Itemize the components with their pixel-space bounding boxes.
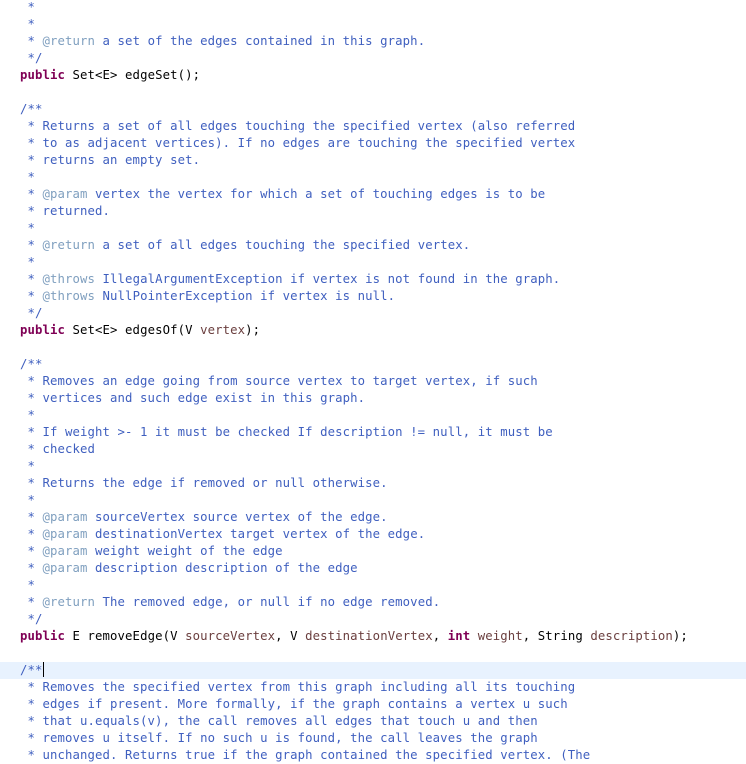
code-line[interactable] xyxy=(20,560,746,577)
comment-text: * returned. xyxy=(20,204,111,218)
comment-text: */ xyxy=(20,306,43,320)
javadoc-tag: @param xyxy=(42,187,88,201)
comment-text: sourceVertex source vertex of the edge. xyxy=(87,510,388,524)
comment-text: NullPointerException if vertex is null. xyxy=(95,289,396,303)
javadoc-tag: @throws xyxy=(42,289,96,303)
code-line[interactable] xyxy=(20,407,746,424)
comment-text: * returns an empty set. xyxy=(20,153,201,167)
javadoc-tag: @param xyxy=(42,561,88,575)
comment-text: * Removes an edge going from source vertex to target vertex, if such xyxy=(20,374,538,388)
comment-text: * checked xyxy=(20,442,96,456)
comment-prefix: * xyxy=(20,187,43,201)
javadoc-tag: @return xyxy=(42,238,96,252)
javadoc-tag: @param xyxy=(42,544,88,558)
comment-text: * xyxy=(20,493,36,507)
text-cursor xyxy=(43,662,44,677)
code-line[interactable] xyxy=(20,441,746,458)
comment-text: */ xyxy=(20,51,43,65)
code-line[interactable] xyxy=(20,390,746,407)
code-line[interactable] xyxy=(20,305,746,322)
code-line[interactable] xyxy=(20,288,746,305)
comment-text: * xyxy=(20,17,36,31)
comment-prefix: * xyxy=(20,527,43,541)
code-token: , xyxy=(432,629,448,643)
code-line[interactable] xyxy=(20,169,746,186)
code-line[interactable] xyxy=(20,730,746,747)
code-line-current[interactable] xyxy=(0,662,746,679)
code-line[interactable] xyxy=(20,696,746,713)
comment-text: * xyxy=(20,170,36,184)
code-token: Set<E> edgeSet(); xyxy=(65,68,201,82)
code-token: ); xyxy=(245,323,261,337)
keyword-token: public xyxy=(20,68,66,82)
comment-text: IllegalArgumentException if vertex is not found in the graph. xyxy=(95,272,561,286)
javadoc-tag: @throws xyxy=(42,272,96,286)
comment-prefix: * xyxy=(20,544,43,558)
keyword-token: public xyxy=(20,629,66,643)
code-line[interactable] xyxy=(20,526,746,543)
comment-text: * xyxy=(20,578,36,592)
code-line[interactable] xyxy=(20,33,746,50)
code-line[interactable] xyxy=(20,577,746,594)
code-line[interactable] xyxy=(20,322,746,339)
comment-text: * xyxy=(20,459,36,473)
code-line[interactable] xyxy=(20,424,746,441)
code-line[interactable] xyxy=(20,135,746,152)
code-line[interactable] xyxy=(20,118,746,135)
comment-text: */ xyxy=(20,612,43,626)
comment-prefix: * xyxy=(20,238,43,252)
parameter-token: vertex xyxy=(200,323,246,337)
code-line[interactable] xyxy=(20,152,746,169)
code-line[interactable] xyxy=(20,67,746,84)
code-line[interactable] xyxy=(20,645,746,662)
javadoc-tag: @return xyxy=(42,595,96,609)
code-token: , V xyxy=(275,629,306,643)
code-line[interactable] xyxy=(20,628,746,645)
keyword-token: int xyxy=(447,629,471,643)
code-line[interactable] xyxy=(20,84,746,101)
comment-text: The removed edge, or null if no edge removed. xyxy=(95,595,441,609)
code-line[interactable] xyxy=(20,594,746,611)
comment-text: a set of all edges touching the specified vertex. xyxy=(95,238,471,252)
javadoc-tag: @param xyxy=(42,510,88,524)
code-line[interactable] xyxy=(20,220,746,237)
comment-text: /** xyxy=(20,357,43,371)
code-line[interactable] xyxy=(20,679,746,696)
code-line[interactable] xyxy=(20,543,746,560)
comment-text: * xyxy=(20,221,36,235)
code-line[interactable] xyxy=(20,356,746,373)
code-token: ); xyxy=(672,629,688,643)
code-line[interactable] xyxy=(20,747,746,764)
code-line[interactable] xyxy=(20,16,746,33)
code-line[interactable] xyxy=(20,373,746,390)
javadoc-tag: @return xyxy=(42,34,96,48)
javadoc-tag: @param xyxy=(42,527,88,541)
comment-prefix: * xyxy=(20,595,43,609)
code-line[interactable] xyxy=(20,203,746,220)
comment-text: * to as adjacent vertices). If no edges are touching the specified vertex xyxy=(20,136,576,150)
comment-text: /** xyxy=(20,663,43,677)
code-token xyxy=(470,629,478,643)
comment-text: * vertices and such edge exist in this graph. xyxy=(20,391,366,405)
code-line[interactable] xyxy=(20,271,746,288)
comment-text: destinationVertex target vertex of the edge. xyxy=(87,527,426,541)
comment-text: * Returns a set of all edges touching the specified vertex (also referred xyxy=(20,119,576,133)
code-line[interactable] xyxy=(20,339,746,356)
code-token: E removeEdge(V xyxy=(65,629,186,643)
comment-prefix: * xyxy=(20,510,43,524)
comment-prefix: * xyxy=(20,289,43,303)
code-line[interactable] xyxy=(20,101,746,118)
code-line[interactable] xyxy=(20,509,746,526)
code-line[interactable] xyxy=(20,611,746,628)
keyword-token: public xyxy=(20,323,66,337)
parameter-token: description xyxy=(590,629,673,643)
comment-text: * xyxy=(20,408,36,422)
code-token: , String xyxy=(522,629,591,643)
comment-text: a set of the edges contained in this graph. xyxy=(95,34,426,48)
parameter-token: sourceVertex xyxy=(185,629,276,643)
comment-prefix: * xyxy=(20,272,43,286)
comment-text: * that u.equals(v), the call removes all edges that touch u and then xyxy=(20,714,538,728)
code-line[interactable] xyxy=(20,254,746,271)
code-line[interactable] xyxy=(20,713,746,730)
comment-text: * xyxy=(20,255,36,269)
code-line[interactable] xyxy=(20,0,746,16)
code-line[interactable] xyxy=(20,492,746,509)
comment-text: * removes u itself. If no such u is found, the call leaves the graph xyxy=(20,731,538,745)
code-token: Set<E> edgesOf(V xyxy=(65,323,201,337)
comment-prefix: * xyxy=(20,34,43,48)
parameter-token: weight xyxy=(477,629,523,643)
code-line[interactable] xyxy=(20,186,746,203)
code-line[interactable] xyxy=(20,237,746,254)
comment-text: * Returns the edge if removed or null otherwise. xyxy=(20,476,388,490)
code-line[interactable] xyxy=(20,50,746,67)
comment-text: weight weight of the edge xyxy=(87,544,283,558)
code-line[interactable] xyxy=(20,458,746,475)
comment-text: * unchanged. Returns true if the graph contained the specified vertex. (The xyxy=(20,748,591,762)
parameter-token: destinationVertex xyxy=(305,629,433,643)
comment-text: * If weight >- 1 it must be checked If description != null, it must be xyxy=(20,425,553,439)
comment-text: * Removes the specified vertex from this graph including all its touching xyxy=(20,680,576,694)
comment-text: * edges if present. More formally, if the graph contains a vertex u such xyxy=(20,697,568,711)
comment-prefix: * xyxy=(20,561,43,575)
comment-text: vertex the vertex for which a set of touching edges is to be xyxy=(87,187,546,201)
comment-text: /** xyxy=(20,102,43,116)
comment-text: description description of the edge xyxy=(87,561,358,575)
code-line[interactable] xyxy=(20,475,746,492)
comment-text: * xyxy=(20,0,36,14)
